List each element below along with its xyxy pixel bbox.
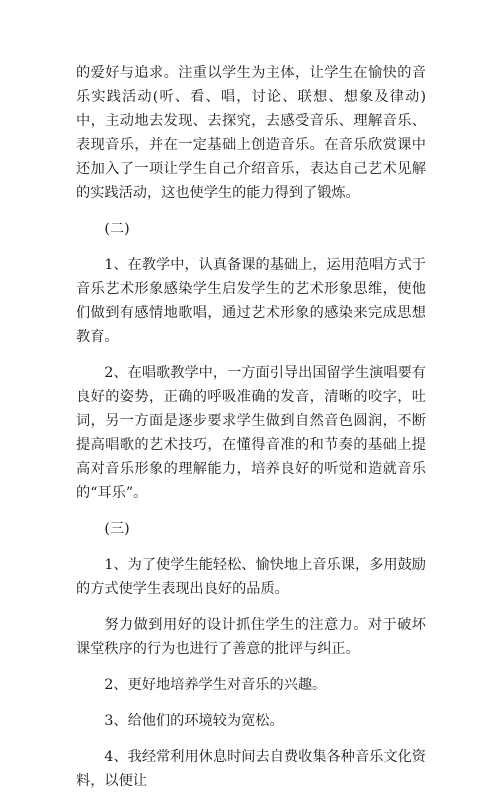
paragraph-item: 1、为了使学生能轻松、愉快地上音乐课，多用鼓励的方式使学生表现出良好的品质。 — [76, 557, 426, 597]
paragraph-intro: 的爱好与追求。注重以学生为主体，让学生在愉快的音乐实践活动(听、看、唱，讨论、联想、想象及律动)中，主动地去发现、去探究，去感受音乐、理解音乐、表现音乐，并在一定基础上创造音乐。在音乐欣赏课中还加入了一项让学生自己介绍音乐，表达自己艺术见解的实践活动，这也使学生的能力得到了锻炼。 — [76, 65, 426, 201]
section-heading-two: (二) — [104, 221, 130, 237]
paragraph-item: 2、在唱歌教学中，一方面引导出国留学生演唱要有良好的姿势，正确的呼吸准确的发音，清晰的咬字，吐词，另一方面是逐步要求学生做到自然音色圆润，不断提高唱歌的艺术技巧，在懂得音准的和节奏的基础上提高对音乐形象的理解能力，培养良好的听觉和造就音乐的“耳乐”。 — [76, 365, 426, 501]
paragraph-item: 3、给他们的环境较为宽松。 — [104, 713, 284, 729]
document-body — [76, 61, 426, 805]
paragraph-item: 1、在教学中，认真备课的基础上，运用范唱方式于音乐艺术形象感染学生启发学生的艺术形象思维，使他们做到有感情地歌唱，通过艺术形象的感染来完成思想教育。 — [76, 257, 426, 345]
section-heading-three: (三) — [104, 521, 130, 537]
paragraph-item: 努力做到用好的设计抓住学生的注意力。对于破坏课堂秩序的行为也进行了善意的批评与纠正。 — [76, 617, 426, 657]
paragraph-item: 2、更好地培养学生对音乐的兴趣。 — [104, 677, 327, 693]
paragraph-item: 4、我经常利用休息时间去自费收集各种音乐文化资料，以便让 — [76, 749, 426, 789]
